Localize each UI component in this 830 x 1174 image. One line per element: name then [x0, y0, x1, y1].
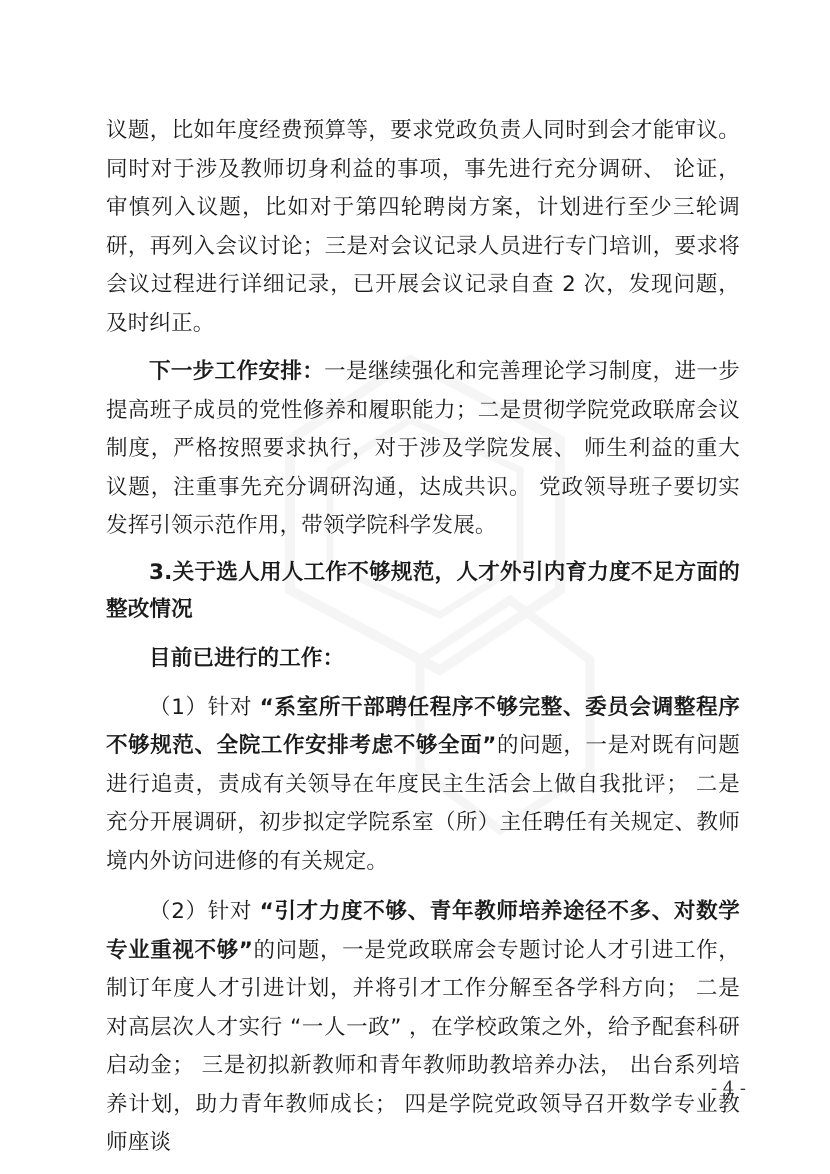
paragraph-continued: 议题，比如年度经费预算等，要求党政负责人同时到会才能审议。同时对于涉及教师切身利益的事项，事先进行充分调研、 论证，审慎列入议题，比如对于第四轮聘岗方案，计划进行至少三轮调研，再列入会议讨论；三是对会议记录人员进行专门培训，要求将会议过程进行详细记录，已开展会议记录自查 2 次，发现问题，及时纠正。 — [106, 118, 740, 336]
next-steps-text: 一是继续强化和完善理论学习制度，进一步提高班子成员的党性修养和履职能力；二是贯彻学院党政联席会议制度，严格按照要求执行，对于涉及学院发展、 师生利益的重大议题，注重事先充分调研沟通，达成共识。 党政领导班子要切实发挥引领示范作用，带领学院科学发展。 — [106, 359, 740, 538]
item-1-paragraph — [106, 689, 740, 882]
item-2-text: 的问题，一是党政联席会专题讨论人才引进工作，制订年度人才引进计划，并将引才工作分解至各学科方向； 二是对高层次人才实行 “一人一政” ，在学校政策之外，给予配套科研启动金； 三是初拟新教师和青年教师助教培养办法， 出台系列培养计划，助力青年教师成长； 四是学院党政领导召开数学专业教师座谈 — [106, 937, 741, 1155]
next-steps-paragraph — [106, 353, 740, 546]
next-steps-label: 下一步工作安排： — [149, 359, 325, 384]
document-body — [106, 112, 740, 1163]
item-2-paragraph — [106, 893, 740, 1163]
item-1-text: 的问题，一是对既有问题进行追责，责成有关领导在年度民主生活会上做自我批评； 二是充分开展调研，初步拟定学院系室（所）主任聘任有关规定、教师境内外访问进修的有关规定。 — [106, 733, 741, 874]
item-1-prefix: （1）针对 — [149, 694, 260, 720]
item-2-highlight: “引才力度不够、青年教师培养途径不多、对数学专业重视不够” — [106, 899, 740, 963]
section-3-heading: 3.关于选人用人工作不够规范，人才外引内育力度不足方面的整改情况 — [106, 559, 740, 622]
item-2-prefix: （2）针对 — [149, 899, 260, 924]
item-1-highlight: “系室所干部聘任程序不够完整、委员会调整程序不够规范、全院工作安排考虑不够全面” — [106, 694, 740, 758]
page-number: - 4 - — [710, 1078, 746, 1099]
current-work-heading: 目前已进行的工作： — [149, 645, 345, 671]
